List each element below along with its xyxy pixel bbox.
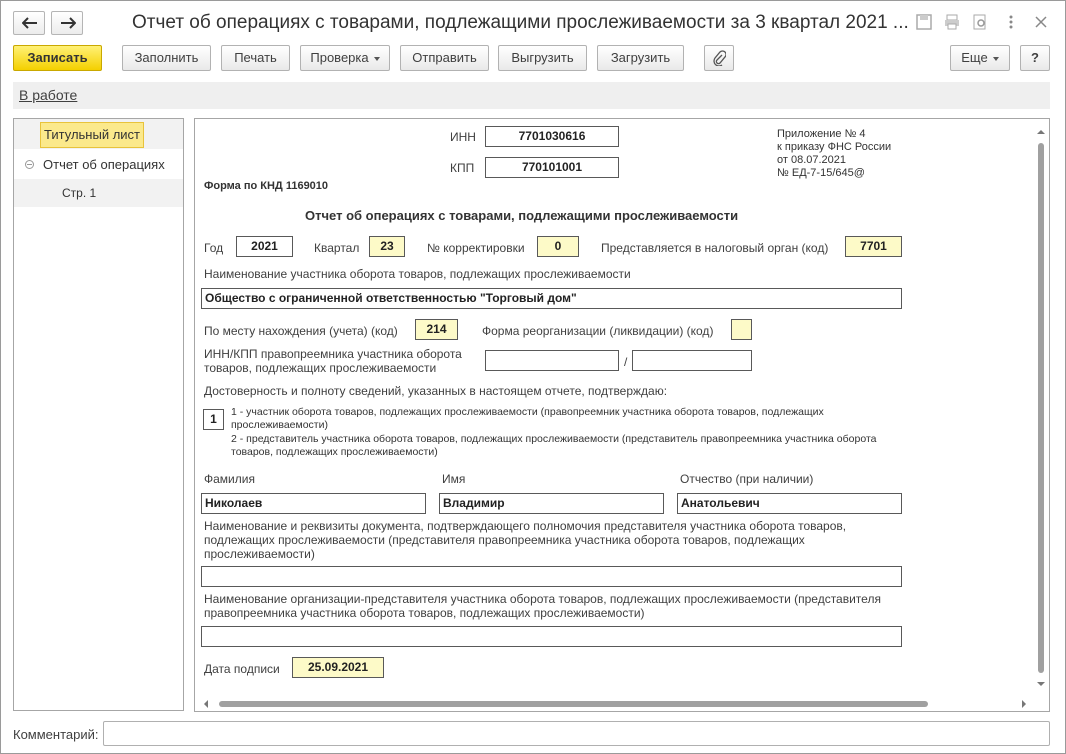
forward-button[interactable] <box>51 11 83 35</box>
participant-field[interactable]: Общество с ограниченной ответственностью "Торговый дом" <box>201 288 902 309</box>
correction-label: № корректировки <box>427 241 525 255</box>
check-button[interactable] <box>300 45 390 71</box>
appendix-line: к приказу ФНС России <box>777 141 892 153</box>
tree-item-label: Стр. 1 <box>62 186 97 200</box>
save-button[interactable]: Записать <box>13 45 102 71</box>
appendix-line: от 08.07.2021 <box>777 154 847 166</box>
import-button[interactable]: Загрузить <box>597 45 684 71</box>
middlename-field[interactable]: Анатольевич <box>677 493 902 514</box>
form-heading: Отчет об операциях с товарами, подлежащими прослеживаемости <box>305 208 739 223</box>
successor-label-2: товаров, подлежащих прослеживаемости <box>204 361 437 375</box>
report-form <box>194 118 1050 712</box>
location-label: По месту нахождения (учета) (код) <box>204 324 398 338</box>
print-icon[interactable] <box>943 13 961 31</box>
send-button[interactable]: Отправить <box>400 45 489 71</box>
appendix-line: № ЕД-7-15/645@ <box>777 167 865 179</box>
scroll-down-icon[interactable] <box>1037 681 1045 687</box>
tree-item-page-1[interactable] <box>14 179 183 207</box>
quarter-field[interactable]: 23 <box>369 236 405 257</box>
doc-field[interactable] <box>201 566 902 587</box>
tree-item-label: Отчет об операциях <box>43 157 165 172</box>
confirm-option-2: 2 - представитель участника оборота товаров, подлежащих прослеживаемости (представитель правопреемника участника оборота товаров, подлежащих прослеживаемости) <box>231 433 877 458</box>
successor-inn-field[interactable] <box>485 350 619 371</box>
lastname-field[interactable]: Николаев <box>201 493 426 514</box>
knd-code: Форма по КНД 1169010 <box>204 180 329 192</box>
successor-label-1: ИНН/КПП правопреемника участника оборота <box>204 347 462 361</box>
kpp-label: КПП <box>450 161 475 175</box>
quarter-label: Квартал <box>314 241 360 255</box>
successor-kpp-field[interactable] <box>632 350 752 371</box>
window-title: Отчет об операциях с товарами, подлежащими прослеживаемости за 3 квартал 2021 ... <box>132 12 909 33</box>
arrow-left-icon <box>22 17 38 29</box>
status-bar <box>13 82 1050 109</box>
inn-label: ИНН <box>450 130 476 144</box>
firstname-label: Имя <box>442 472 466 486</box>
scroll-up-icon[interactable] <box>1037 129 1045 135</box>
menu-icon[interactable] <box>1002 13 1020 31</box>
location-field[interactable]: 214 <box>415 319 458 340</box>
middlename-label: Отчество (при наличии) <box>680 472 814 486</box>
back-button[interactable] <box>13 11 45 35</box>
tax-authority-field[interactable]: 7701 <box>845 236 902 257</box>
vertical-scroll-thumb[interactable] <box>1038 143 1044 673</box>
year-field[interactable]: 2021 <box>236 236 293 257</box>
scroll-right-icon[interactable] <box>1021 700 1027 708</box>
preview-icon[interactable] <box>971 13 989 31</box>
comment-label: Комментарий: <box>13 727 99 742</box>
horizontal-scroll-thumb[interactable] <box>219 701 928 707</box>
tree-item-label: Титульный лист <box>40 122 144 148</box>
firstname-field[interactable]: Владимир <box>439 493 664 514</box>
confirm-option-1: 1 - участник оборота товаров, подлежащих прослеживаемости (правопреемник участника оборота товаров, подлежащих прослеживаемости) <box>231 406 824 431</box>
tree-item-operations[interactable] <box>14 149 183 179</box>
confirm-code-field[interactable]: 1 <box>203 409 224 430</box>
arrow-right-icon <box>60 17 76 29</box>
year-label: Год <box>204 241 224 255</box>
sign-date-label: Дата подписи <box>204 662 280 676</box>
more-label: Еще <box>961 50 988 65</box>
status-link[interactable]: В работе <box>19 87 78 103</box>
participant-label: Наименование участника оборота товаров, подлежащих прослеживаемости <box>204 267 631 281</box>
inn-field[interactable]: 7701030616 <box>485 126 619 147</box>
scroll-left-icon[interactable] <box>203 700 209 708</box>
correction-field[interactable]: 0 <box>537 236 579 257</box>
lastname-label: Фамилия <box>204 472 255 486</box>
chevron-down-icon <box>374 57 380 61</box>
tax-authority-label: Представляется в налоговый орган (код) <box>601 241 829 255</box>
paperclip-icon <box>712 50 726 66</box>
vertical-scrollbar[interactable] <box>1035 129 1047 701</box>
org-field[interactable] <box>201 626 902 647</box>
comment-input[interactable] <box>103 721 1050 746</box>
fill-button[interactable]: Заполнить <box>122 45 211 71</box>
confirm-label: Достоверность и полноту сведений, указанных в настоящем отчете, подтверждаю: <box>204 384 668 398</box>
sign-date-field[interactable]: 25.09.2021 <box>292 657 384 678</box>
check-label: Проверка <box>310 50 369 65</box>
kpp-field[interactable]: 770101001 <box>485 157 619 178</box>
export-button[interactable]: Выгрузить <box>498 45 587 71</box>
appendix-line: Приложение № 4 <box>777 128 866 140</box>
chevron-down-icon <box>993 57 999 61</box>
appendix-note <box>777 128 891 180</box>
sections-tree <box>13 118 184 711</box>
attach-button[interactable] <box>704 45 734 71</box>
doc-label: Наименование и реквизиты документа, подтверждающего полномочия представителя участника оборота товаров, подлежащих прослеживаемости (представителя правопреемника участника оборота товаров, подлежащих прослеживаемости) <box>204 519 847 561</box>
collapse-icon[interactable] <box>25 160 34 169</box>
save-icon[interactable] <box>915 13 933 31</box>
reorg-field[interactable] <box>731 319 752 340</box>
successor-separator: / <box>624 355 628 369</box>
close-icon[interactable] <box>1032 13 1050 31</box>
print-button[interactable]: Печать <box>221 45 290 71</box>
reorg-label: Форма реорганизации (ликвидации) (код) <box>482 324 714 338</box>
org-label: Наименование организации-представителя участника оборота товаров, подлежащих прослеживаемости (представителя правопреемника участника оборота товаров, подлежащих прослеживаемости) <box>204 592 881 620</box>
more-button[interactable] <box>950 45 1010 71</box>
tree-item-title-page[interactable] <box>14 119 183 149</box>
help-button[interactable]: ? <box>1020 45 1050 71</box>
